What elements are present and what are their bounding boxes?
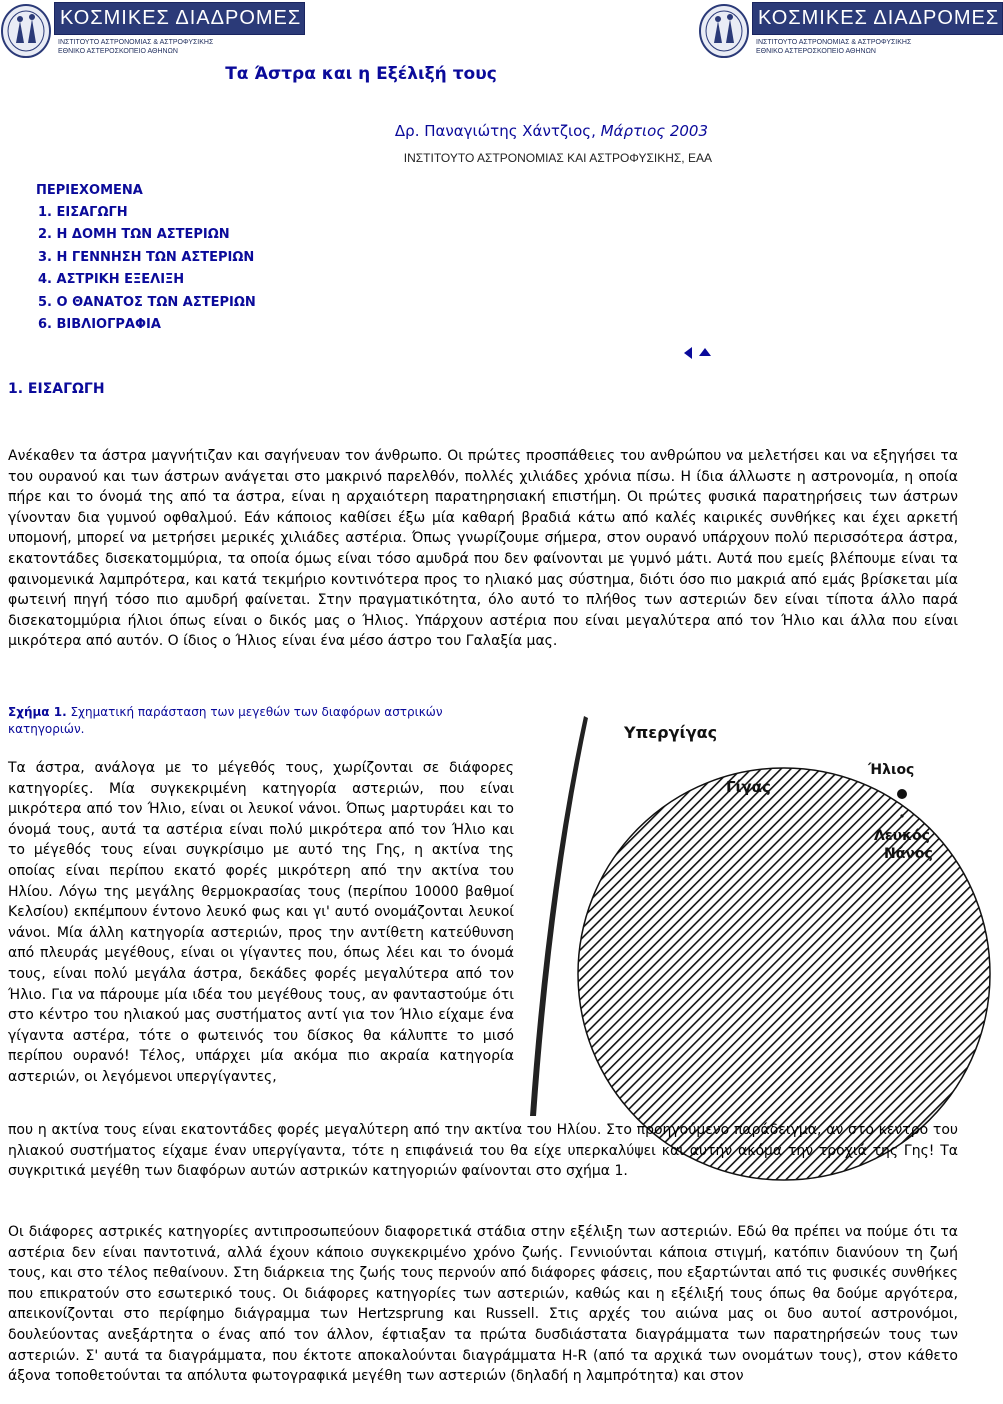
- page-title: Τα Άστρα και η Εξέλιξή τους: [225, 64, 497, 84]
- figure-caption: [8, 704, 514, 738]
- supergiant-edge: [530, 716, 588, 1116]
- section-nav: [682, 346, 712, 360]
- author-line: [395, 122, 708, 140]
- label-sun: Ήλιος: [868, 762, 915, 778]
- author-name: Δρ. Παναγιώτης Χάντζιος,: [394, 122, 601, 140]
- back-arrow-icon[interactable]: [682, 346, 694, 360]
- toc-link-bibliography[interactable]: 6. ΒΙΒΛΙΟΓΡΑΦΙΑ: [38, 317, 161, 333]
- label-supergiant: Υπεργίγας: [624, 723, 718, 742]
- paragraph-evolution: Οι διάφορες αστρικές κατηγορίες αντιπροσωπεύουν διαφορετικά στάδια στην εξέλιξη των αστεριών. Εδώ θα πρέπει να πούμε ότι τα αστέρια δεν είναι παντοτινά, αλλά έχουν κάποιο συγκεκριμένο χρόνο ζωής. Γεννιούνται κάποια στιγμή, κατόπιν διανύουν τη ζωή τους, και στο τέλος πεθαίνουν. Στη διάρκεια της ζωής τους περνούν από διάφορες φάσεις, που εξαρτώνται από τις φυσικές συνθήκες που επικρατούν στο εσωτερικό τους. Οι διάφορες κατηγορίες των αστεριών, καθώς και η εξέλιξή τους όπως θα δούμε αργότερα, απεικονίζονται στο περίφημο διάγραμμα των Hertzsprung και Russell. Στις αρχές του αιώνα μας οι δυο αυτοί αστρονόμοι, δουλεύοντας ανεξάρτητα ο ένας από τον άλλον, έφτιαξαν τα πρώτα δυσδιάστατα διαγράμματα των παρατηρήσεών τους των αστεριών. Σ' αυτά τα διαγράμματα, που έκτοτε αποκαλούνται διαγράμματα H-R (από τα αρχικά των ονομάτων τους), στον κάθετο άξονα τοποθετούνται τα απόλυτα φωτογραφικά μεγέθη των αστεριών (δηλαδή η λαμπρότητα) και στον: [8, 1224, 958, 1385]
- toc-link-structure[interactable]: 2. Η ΔΟΜΗ ΤΩΝ ΑΣΤΕΡΙΩΝ: [38, 227, 230, 243]
- site-banner-right[interactable]: [698, 2, 1000, 64]
- star-sizes-figure: [522, 710, 960, 1116]
- label-giant: Γίγας: [726, 778, 771, 796]
- table-of-contents: [36, 180, 256, 336]
- banner-title: ΚΟΣΜΙΚΕΣ ΔΙΑΔΡΟΜΕΣ: [752, 2, 1003, 35]
- site-banner-left[interactable]: [0, 2, 302, 64]
- toc-heading: ΠΕΡΙΕΧΟΜΕΝΑ: [36, 183, 143, 198]
- banner-title: ΚΟΣΜΙΚΕΣ ΔΙΑΔΡΟΜΕΣ: [54, 2, 305, 35]
- section-heading-introduction: 1. ΕΙΣΑΓΩΓΗ: [8, 381, 105, 397]
- observatory-seal-icon: [0, 2, 52, 60]
- up-arrow-icon[interactable]: [698, 346, 712, 358]
- banner-subtitle-2: ΕΘΝΙΚΟ ΑΣΤΕΡΟΣΚΟΠΕΙΟ ΑΘΗΝΩΝ: [58, 48, 178, 55]
- paragraph-supergiants: που η ακτίνα τους είναι εκατοντάδες φορές μεγαλύτερη από την ακτίνα του Ηλίου. Στο προηγούμενο παράδειγμα, αν στο κέντρο του ηλιακού συστήματος είχαμε έναν υπεργίγαντα, τότε η επιφάνειά του θα είχε υπερκαλύψει και αυτήν ακόμα την τροχιά της Γης! Τα συγκριτικά μεγέθη των διαφόρων αυτών αστρικών κατηγοριών φαίνονται στο σχήμα 1.: [8, 1122, 958, 1180]
- observatory-seal-icon: [698, 2, 750, 60]
- label-white-dwarf-2: Νάνος: [884, 846, 933, 862]
- sun-dot: [897, 789, 907, 799]
- banner-subtitle-1: ΙΝΣΤΙΤΟΥΤΟ ΑΣΤΡΟΝΟΜΙΑΣ & ΑΣΤΡΟΦΥΣΙΚΗΣ: [58, 39, 214, 46]
- toc-link-death[interactable]: 5. Ο ΘΑΝΑΤΟΣ ΤΩΝ ΑΣΤΕΡΙΩΝ: [38, 294, 256, 310]
- author-date: Μάρτιος 2003: [600, 122, 708, 140]
- toc-link-introduction[interactable]: 1. ΕΙΣΑΓΩΓΗ: [38, 205, 128, 220]
- paragraph-intro: Ανέκαθεν τα άστρα μαγνήτιζαν και σαγήνευαν τον άνθρωπο. Οι πρώτες προσπάθειες του ανθρώπου να μελετήσει και να εξηγήσει τα του ουρανού και των άστρων ανάγεται στο μακρινό παρελθόν, πολλές χιλιάδες χρόνια πίσω. Η ίδια άλλωστε η αστρονομία, η οποία πήρε και το όνομά της από τα άστρα, είναι η αρχαιότερη παρατηρησιακή επιστήμη. Οι πρώτες φυσικά παρατηρήσεις των άστρων γίνονταν δια γυμνού οφθαλμού. Εάν κάποιος καθίσει έξω μία καθαρή βραδιά κάτω από καλές καιρικές συνθήκες και έχει αρκετή υπομονή, μπορεί να μετρήσει μερικές χιλιάδες αστέρια. Όπως γνωρίζουμε σήμερα, στον ουρανό υπάρχουν πολύ περισσότερα άστρα, εκατοντάδες δισεκατομμύρια, τα οποία όμως είναι τόσο αμυδρά που δεν φαίνονται με γυμνό μάτι. Αυτά που εμείς βλέπουμε είναι τα φαινομενικά λαμπρότερα, και κατά τεκμήριο κοντινότερα προς το ηλιακό μας σύστημα, διότι όσο πιο μακριά από εμάς βρίσκεται μία φωτεινή πηγή τόσο πιο αμυδρή φαίνεται. Στην πραγματικότητα, όλο αυτό το πλήθος των αστεριών δεν είναι τίποτα άλλο παρά δισεκατομμύρια ήλιοι όπως είναι ο δικός μας ο Ήλιος. Υπάρχουν αστέρια που είναι μεγαλύτερα από τον Ήλιο και άλλα που είναι μικρότερα από αυτόν. Ο ίδιος ο Ήλιος είναι ένα μέσο άστρο του Γαλαξία μας.: [8, 448, 958, 650]
- banner-subtitle-1: ΙΝΣΤΙΤΟΥΤΟ ΑΣΤΡΟΝΟΜΙΑΣ & ΑΣΤΡΟΦΥΣΙΚΗΣ: [756, 39, 912, 46]
- paragraph-star-categories: Τα άστρα, ανάλογα με το μέγεθός τους, χωρίζονται σε διάφορες κατηγορίες. Μία συγκεκριμένη κατηγορία αστεριών, που είναι μικρότερα από τον Ήλιο, είναι οι λευκοί νάνοι. Όπως μαρτυράει και το όνομά τους, αυτά τα αστέρια είναι πολύ μικρότερα από τον Ήλιο και το μέγεθός τους είναι συγκρίσιμο με αυτό της Γης, η ακτίνα της οποίας είναι περίπου εκατό φορές μικρότερη από την ακτίνα του Ηλίου. Λόγω της μεγάλης θερμοκρασίας τους (περίπου 10000 βαθμοί Κελσίου) εκπέμπουν έντονο λευκό φως και γι' αυτό ονομάζονται λευκοί νάνοι. Μία άλλη κατηγορία αστεριών, προς την αντίθετη κατεύθυνση από πλευράς μεγέθους, είναι οι γίγαντες που, όπως λέει και το όνομά τους, είναι πολύ μεγάλα άστρα, δεκάδες φορές μεγαλύτερα από τον Ήλιο. Για να πάρουμε μία ιδέα του μεγέθους τους, αν φανταστούμε ότι στο κέντρο του ηλιακού μας συστήματος αντί για τον Ήλιο είχαμε ένα γίγαντα αστέρα, τότε ο φωτεινός του δίσκος θα κάλυπτε το μισό περίπου ουρανό! Τέλος, υπάρχει μία ακόμα πιο ακραία κατηγορία αστεριών, οι λεγόμενοι υπεργίγαντες,: [8, 760, 514, 1085]
- banner-subtitle-2: ΕΘΝΙΚΟ ΑΣΤΕΡΟΣΚΟΠΕΙΟ ΑΘΗΝΩΝ: [756, 48, 876, 55]
- figure-caption-label: Σχήμα 1.: [8, 705, 67, 719]
- toc-link-evolution[interactable]: 4. ΑΣΤΡΙΚΗ ΕΞΕΛΙΞΗ: [38, 272, 185, 288]
- label-white-dwarf-1: Λευκός: [874, 828, 930, 844]
- white-dwarf-dot: [900, 814, 903, 817]
- toc-link-birth[interactable]: 3. Η ΓΕΝΝΗΣΗ ΤΩΝ ΑΣΤΕΡΙΩΝ: [38, 249, 255, 265]
- figure-caption-text: Σχηματική παράσταση των μεγεθών των διαφόρων αστρικών κατηγοριών.: [8, 705, 443, 736]
- institute-line: ΙΝΣΤΙΤΟΥΤΟ ΑΣΤΡΟΝΟΜΙΑΣ ΚΑΙ ΑΣΤΡΟΦΥΣΙΚΗΣ, ΕΑΑ: [403, 151, 712, 165]
